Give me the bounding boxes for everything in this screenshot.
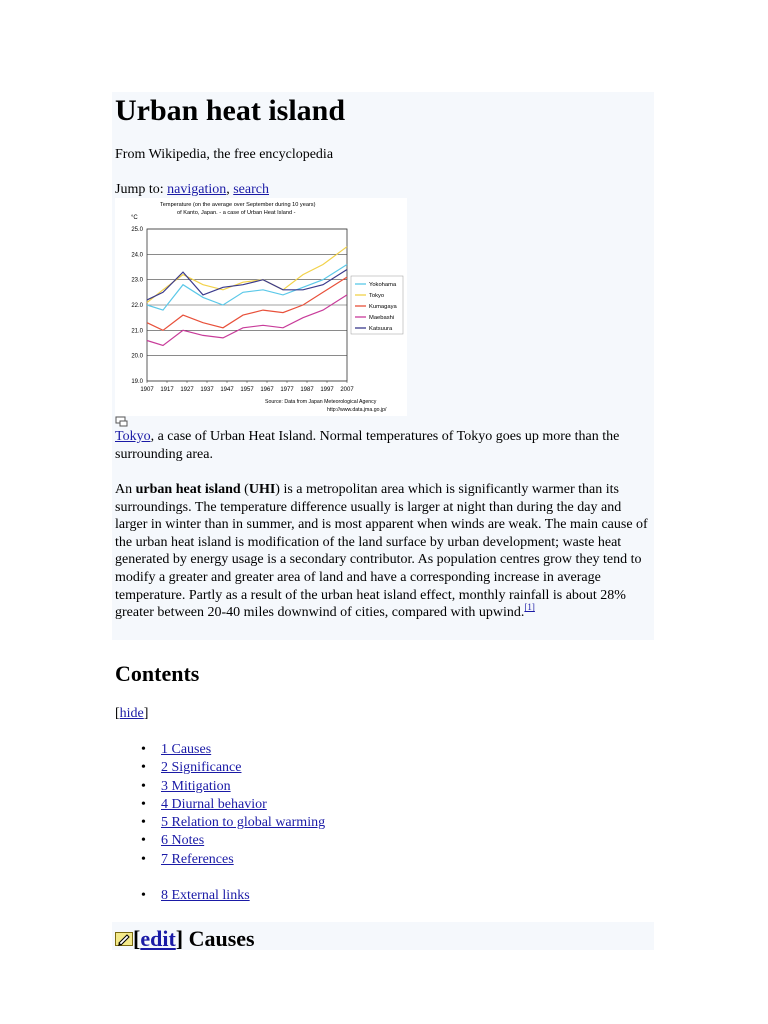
toc-link-causes[interactable]: 1 Causes — [161, 742, 212, 757]
chart-title-line2: of Kanto, Japan. - a case of Urban Heat Island - — [177, 210, 296, 216]
y-tick-label: 24.0 — [131, 252, 143, 259]
intro-text-1: An — [115, 482, 136, 497]
hide-toc-link[interactable]: hide — [119, 706, 144, 721]
legend-label: Katsuura — [369, 326, 393, 332]
intro-paragraph — [115, 481, 655, 622]
chart-source-url: http://www.data.jma.go.jp/ — [327, 407, 387, 413]
table-of-contents — [115, 741, 325, 905]
toc-item — [115, 814, 325, 832]
y-tick-label: 20.0 — [131, 353, 143, 360]
intro-text-2: ( — [240, 482, 249, 497]
x-tick-label: 1987 — [300, 387, 314, 393]
x-tick-label: 1947 — [220, 387, 234, 393]
y-tick-label: 21.0 — [131, 328, 143, 335]
x-tick-label: 1927 — [180, 387, 194, 393]
figure-caption — [115, 428, 655, 463]
intro-text-3: ) is a metropolitan area which is significantly warmer than its surroundings. The temperature difference usually is larger at night than during the day and larger in winter than in summer, and is most apparent when winds are weak. The main cause of the urban heat island is modification of the land surface by urban development; waste heat generated by energy usage is a secondary contributor. As population centres grow they tend to modify a greater and greater area of land and have a corresponding increase in average temperature. Partly as a result of the urban heat island effect, monthly rainfall is about 28% greater between 20-40 miles downwind of cities, compared with upwind. — [115, 482, 648, 621]
toc-item — [115, 796, 325, 814]
x-tick-label: 2007 — [340, 387, 354, 393]
y-tick-label: 25.0 — [131, 227, 143, 233]
edit-pencil-icon[interactable] — [115, 931, 133, 947]
toc-item — [115, 887, 325, 905]
edit-close-bracket: ] — [175, 926, 189, 951]
x-tick-label: 1967 — [260, 387, 274, 393]
y-tick-label: 19.0 — [131, 379, 143, 385]
x-tick-label: 1977 — [280, 387, 294, 393]
toc-item — [115, 759, 325, 777]
x-tick-label: 1917 — [160, 387, 174, 393]
caption-text: , a case of Urban Heat Island. Normal temperatures of Tokyo goes up more than the surrounding area. — [115, 429, 620, 462]
navigation-link[interactable]: navigation — [167, 182, 227, 197]
chart-ylabel: °C — [131, 215, 138, 221]
toc-item — [115, 832, 325, 850]
term-urban-heat-island: urban heat island — [135, 482, 241, 497]
temperature-chart[interactable] — [115, 198, 407, 416]
tokyo-link[interactable]: Tokyo — [115, 429, 151, 444]
toc-link-diurnal-behavior[interactable]: 4 Diurnal behavior — [161, 796, 267, 812]
magnify-icon[interactable] — [115, 416, 129, 428]
chart-title: Temperature (on the average over September during 10 years) — [160, 202, 316, 208]
toc-item — [115, 851, 325, 869]
section-heading-causes — [115, 925, 255, 953]
toc-link-mitigation[interactable]: 3 Mitigation — [161, 778, 231, 794]
contents-heading: Contents — [115, 661, 200, 686]
toc-link-notes[interactable]: 6 Notes — [161, 833, 205, 849]
toc-link-global-warming[interactable]: 5 Relation to global warming — [161, 815, 326, 831]
toc-link-external-links[interactable]: 8 External links — [161, 888, 250, 904]
toggle-open-bracket: [ — [115, 706, 120, 721]
section-title: Causes — [188, 926, 255, 951]
jump-to-links — [115, 181, 269, 199]
legend-label: Kumagaya — [369, 304, 397, 310]
edit-section-link[interactable]: edit — [140, 926, 176, 951]
edit-open-bracket: [ — [133, 926, 141, 951]
toc-item — [115, 778, 325, 796]
jump-separator: , — [226, 182, 234, 197]
chart-svg — [115, 198, 407, 416]
page-title: Urban heat island — [115, 94, 346, 127]
x-tick-label: 1957 — [240, 387, 254, 393]
toc-link-significance[interactable]: 2 Significance — [161, 760, 242, 776]
x-tick-label: 1907 — [140, 387, 154, 393]
toc-toggle — [115, 705, 148, 723]
term-uhi: UHI — [248, 482, 276, 497]
toc-link-references[interactable]: 7 References — [161, 851, 234, 867]
toc-item — [115, 741, 325, 759]
legend-label: Tokyo — [369, 293, 385, 299]
y-tick-label: 22.0 — [131, 303, 143, 309]
reference-link-1[interactable]: [1] — [524, 602, 535, 613]
x-tick-label: 1997 — [320, 387, 334, 393]
legend-label: Yokohama — [369, 282, 397, 288]
x-tick-label: 1937 — [200, 387, 214, 393]
chart-source: Source: Data from Japan Meteorological Agency — [265, 399, 377, 405]
y-tick-label: 23.0 — [131, 277, 143, 284]
legend-label: Maebashi — [369, 315, 395, 321]
site-tagline: From Wikipedia, the free encyclopedia — [115, 147, 334, 162]
search-link[interactable]: search — [233, 182, 269, 197]
jump-prefix: Jump to: — [115, 182, 168, 197]
toggle-close-bracket: ] — [143, 706, 149, 721]
